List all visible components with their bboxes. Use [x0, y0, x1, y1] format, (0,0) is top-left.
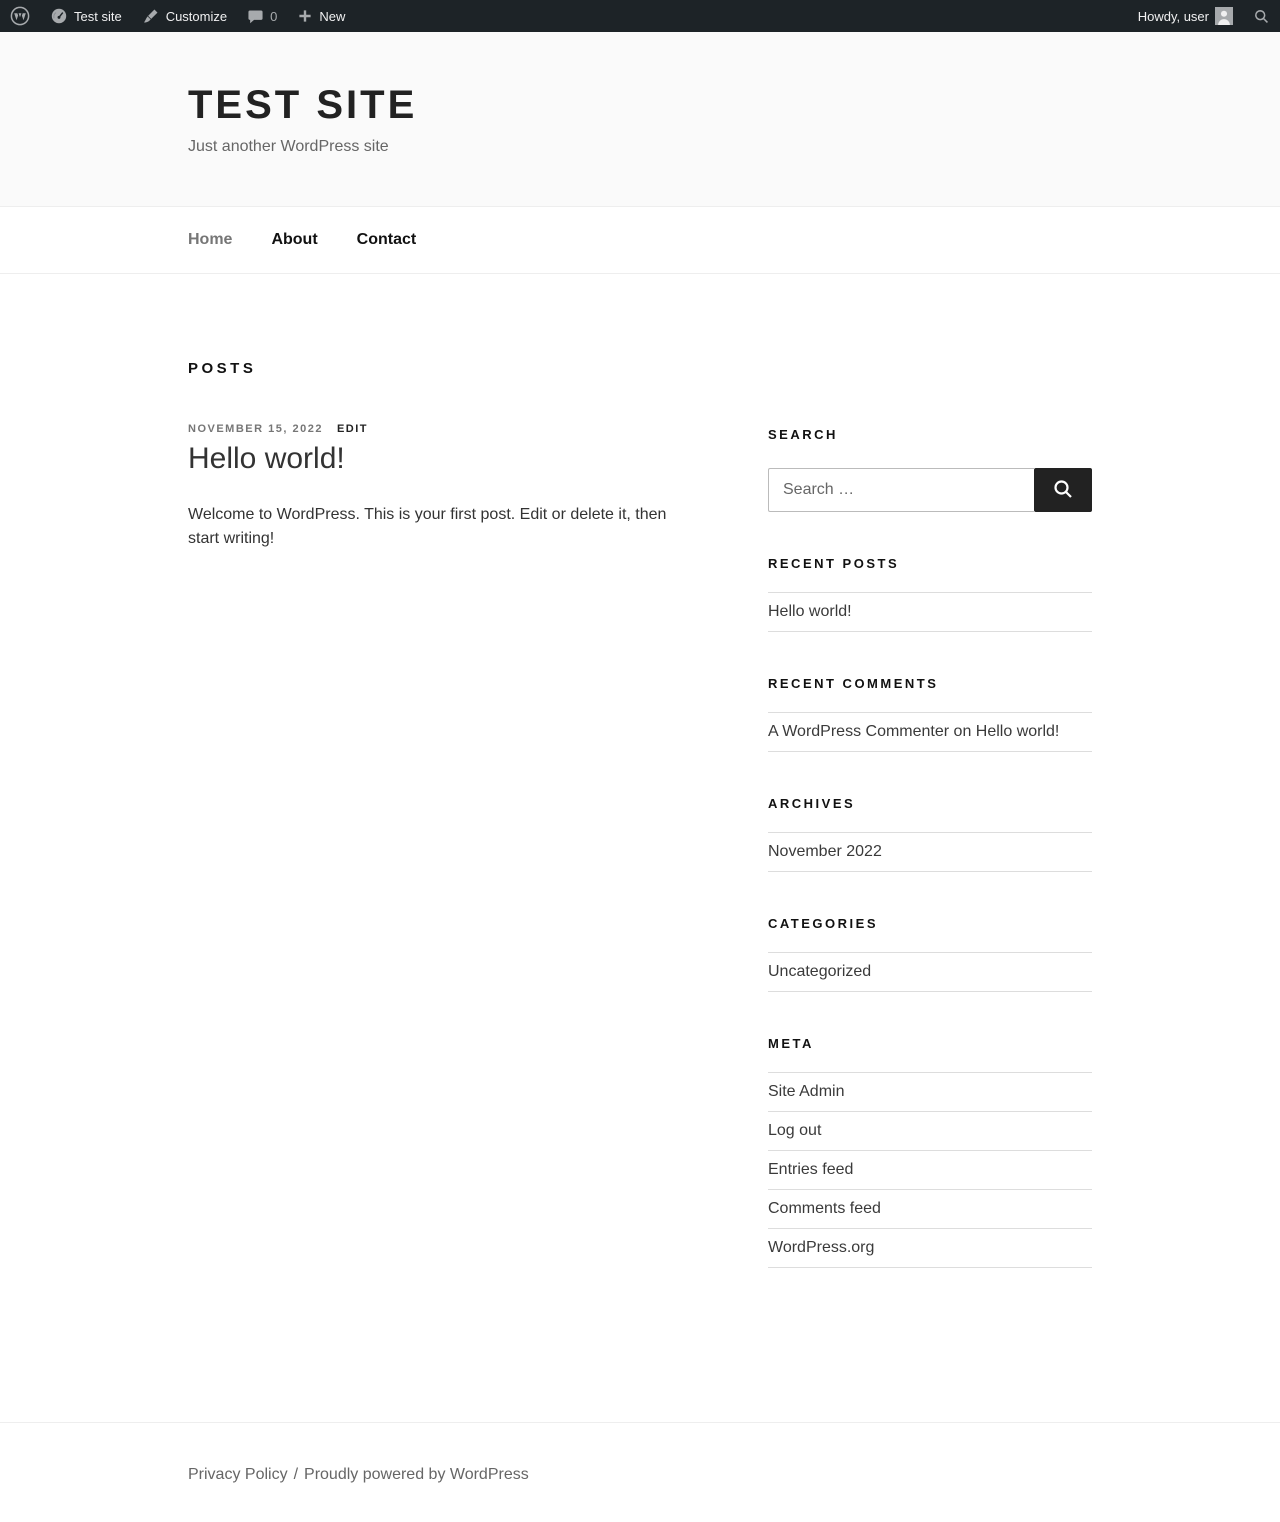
comments-button[interactable] [237, 0, 287, 32]
entries-feed-link[interactable]: Entries feed [768, 1161, 854, 1178]
search-icon [1253, 8, 1270, 25]
customize-button[interactable] [132, 0, 237, 32]
comment-bubble-icon [247, 8, 264, 25]
search-button-icon [1052, 478, 1074, 503]
howdy-text: Howdy, user [1137, 8, 1209, 24]
paintbrush-icon [142, 7, 160, 25]
post-date-link[interactable]: NOVEMBER 15, 2022 [188, 423, 323, 435]
search-input[interactable] [768, 468, 1034, 512]
recent-comments-widget [768, 676, 1092, 752]
list-item [768, 1229, 1092, 1268]
nav-item-contact[interactable]: Contact [356, 231, 417, 248]
list-item [768, 1190, 1092, 1229]
customize-label: Customize [165, 8, 228, 24]
list-item [768, 593, 1092, 632]
footer-text [188, 1466, 1092, 1484]
site-footer [0, 1422, 1280, 1522]
site-title-link[interactable]: TEST SITE [188, 83, 418, 127]
admin-bar-left [0, 0, 355, 32]
post-article [188, 423, 684, 551]
wordpress-logo-icon [10, 6, 30, 26]
recent-posts-widget [768, 556, 1092, 632]
avatar [1215, 7, 1233, 25]
comment-count: 0 [270, 8, 278, 24]
comment-connector: on [949, 723, 976, 740]
posts-column [188, 360, 684, 551]
admin-bar-search-button[interactable] [1243, 0, 1280, 32]
wordpress-menu-button[interactable] [0, 0, 40, 32]
post-edit-link[interactable]: EDIT [336, 423, 368, 435]
post-body: Welcome to WordPress. This is your first post. Edit or delete it, then start writing! [188, 506, 667, 547]
search-widget-title: SEARCH [768, 427, 838, 442]
admin-bar [0, 0, 1280, 32]
dashboard-gauge-icon [50, 7, 68, 25]
main-content [0, 274, 1280, 1422]
log-out-link[interactable]: Log out [768, 1122, 822, 1139]
search-submit-button[interactable] [1034, 468, 1092, 512]
search-form [768, 468, 1092, 512]
meta-title: META [768, 1036, 814, 1051]
my-account-button[interactable] [1128, 0, 1243, 32]
meta-widget [768, 1036, 1092, 1268]
new-label: New [319, 8, 346, 24]
recent-comments-title: RECENT COMMENTS [768, 676, 939, 691]
list-item [768, 713, 1092, 752]
new-content-button[interactable] [287, 0, 355, 32]
footer-separator: / [293, 1466, 299, 1483]
page-title: POSTS [188, 360, 257, 377]
primary-navigation [0, 206, 1280, 274]
wordpress-org-link[interactable]: WordPress.org [768, 1239, 875, 1256]
plus-icon [297, 8, 313, 24]
powered-by-link[interactable]: Proudly powered by WordPress [304, 1466, 529, 1483]
privacy-policy-link[interactable]: Privacy Policy [188, 1466, 288, 1483]
comment-author-link[interactable]: A WordPress Commenter [768, 723, 950, 740]
list-item [768, 1073, 1092, 1112]
comment-post-link[interactable]: Hello world! [975, 723, 1060, 740]
categories-widget [768, 916, 1092, 992]
list-item [768, 1151, 1092, 1190]
admin-bar-site-name-label: Test site [74, 8, 122, 24]
entry-meta [188, 423, 684, 435]
recent-post-link[interactable]: Hello world! [768, 603, 852, 620]
site-admin-link[interactable]: Site Admin [768, 1083, 845, 1100]
sidebar [768, 427, 1092, 1312]
category-link[interactable]: Uncategorized [768, 963, 872, 980]
categories-title: CATEGORIES [768, 916, 878, 931]
list-item [768, 953, 1092, 992]
post-title-link[interactable]: Hello world! [188, 442, 345, 475]
admin-bar-right [1128, 0, 1280, 32]
recent-posts-title: RECENT POSTS [768, 556, 900, 571]
archives-title: ARCHIVES [768, 796, 856, 811]
archives-widget [768, 796, 1092, 872]
site-header [0, 32, 1280, 206]
list-item [768, 833, 1092, 872]
search-widget [768, 427, 1092, 512]
list-item [768, 1112, 1092, 1151]
nav-item-about[interactable]: About [271, 231, 318, 248]
comments-feed-link[interactable]: Comments feed [768, 1200, 881, 1217]
nav-item-home[interactable]: Home [188, 231, 233, 248]
admin-bar-site-name[interactable] [40, 0, 132, 32]
site-tagline: Just another WordPress site [188, 138, 389, 155]
archive-link[interactable]: November 2022 [768, 843, 882, 860]
